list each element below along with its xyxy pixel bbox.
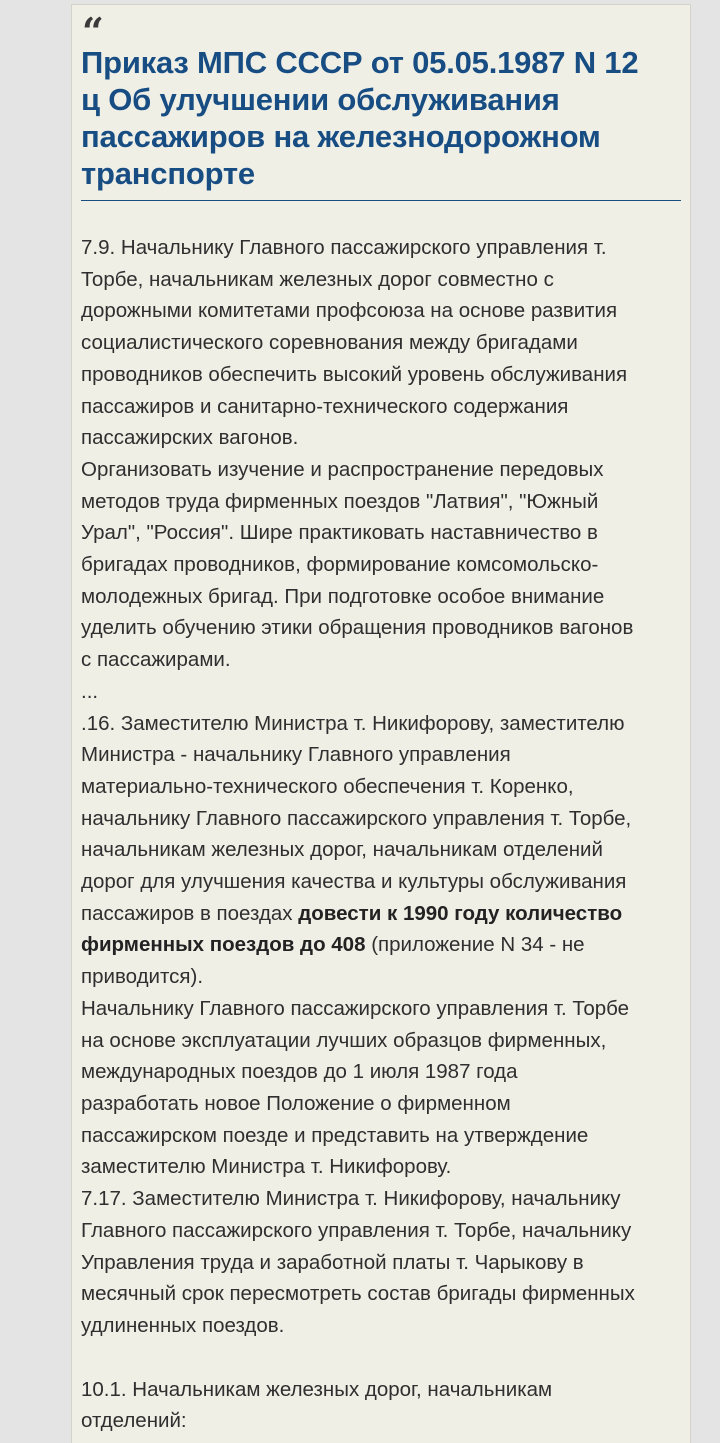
title-underline [81,200,681,201]
text-line: удлиненных поездов. [81,1313,285,1337]
text-line: разработать новое Положение о фирменном [81,1091,511,1115]
bold-emphasis: фирменных поездов до 408 [81,933,366,957]
text-line: пассажирских вагонов. [81,426,299,450]
text-line: Начальнику Главного пассажирского управления т. Торбе [81,996,630,1020]
text-line: 7.9. Начальнику Главного пассажирского управления т. [81,236,607,259]
text-line: месячный срок пересмотреть состав бригады фирменных [81,1282,635,1306]
text-line: Урал", "Россия". Шире практиковать наставничество в [81,521,598,545]
text-line: материально-технического обеспечения т. Коренко, [81,774,574,798]
text-line: уделить обучению этики обращения проводников вагонов [81,616,634,640]
text-segment: пассажиров в поездах [81,901,299,925]
text-line: с пассажирами. [81,648,231,672]
text-line [81,929,691,961]
ellipsis-line: ... [81,679,99,703]
text-line: дорог для улучшения качества и культуры обслуживания [81,870,627,894]
text-segment: (приложение N 34 - не [365,933,585,957]
text-line: отделений: [81,1409,187,1433]
title-line: ц Об улучшении обслуживания [81,82,560,117]
text-line: пассажирском поезде и представить на утверждение [81,1123,589,1147]
text-line: бригадах проводников, формирование комсомольско- [81,553,599,577]
text-line: на основе эксплуатации лучших образцов фирменных, [81,1028,607,1052]
text-line: дорожными комитетами профсоюза на основе развития [81,299,618,323]
text-line: начальнику Главного пассажирского управления т. Торбе, [81,806,632,830]
bold-emphasis: довести к 1990 году количество [298,901,623,925]
text-line: приводится). [81,965,204,989]
text-line: молодежных бригад. При подготовке особое внимание [81,584,605,608]
document-title [81,44,681,192]
text-line: пассажиров и санитарно-технического содержания [81,394,569,418]
text-line: проводников обеспечить высокий уровень обслуживания [81,362,628,386]
paragraph-gap [81,1342,691,1374]
text-line [81,898,691,930]
text-line: международных поездов до 1 июля 1987 года [81,1060,518,1084]
title-line: Приказ МПС СССР от 05.05.1987 N 12 [81,45,639,80]
title-line: транспорте [81,156,255,191]
text-line: начальникам железных дорог, начальникам отделений [81,838,603,862]
document-body [81,232,691,1437]
text-line: .16. Заместителю Министра т. Никифорову, заместителю [81,711,625,735]
text-line: социалистического соревнования между бригадами [81,331,578,355]
text-line: заместителю Министра т. Никифорову. [81,1155,452,1179]
quote-card [71,4,691,1443]
text-line: Торбе, начальникам железных дорог совместно с [81,267,554,291]
quote-icon: “ [82,9,104,54]
text-line: 7.17. Заместителю Министра т. Никифорову, начальнику [81,1187,621,1211]
text-line: Министра - начальнику Главного управления [81,743,511,767]
title-line: пассажиров на железнодорожном [81,119,601,154]
text-line: Главного пассажирского управления т. Торбе, начальнику [81,1218,632,1242]
text-line: Управления труда и заработной платы т. Чарыкову в [81,1250,584,1274]
text-line: 10.1. Начальникам железных дорог, начальникам [81,1377,553,1401]
text-line: методов труда фирменных поездов "Латвия", "Южный [81,489,599,513]
text-line: Организовать изучение и распространение передовых [81,457,604,481]
